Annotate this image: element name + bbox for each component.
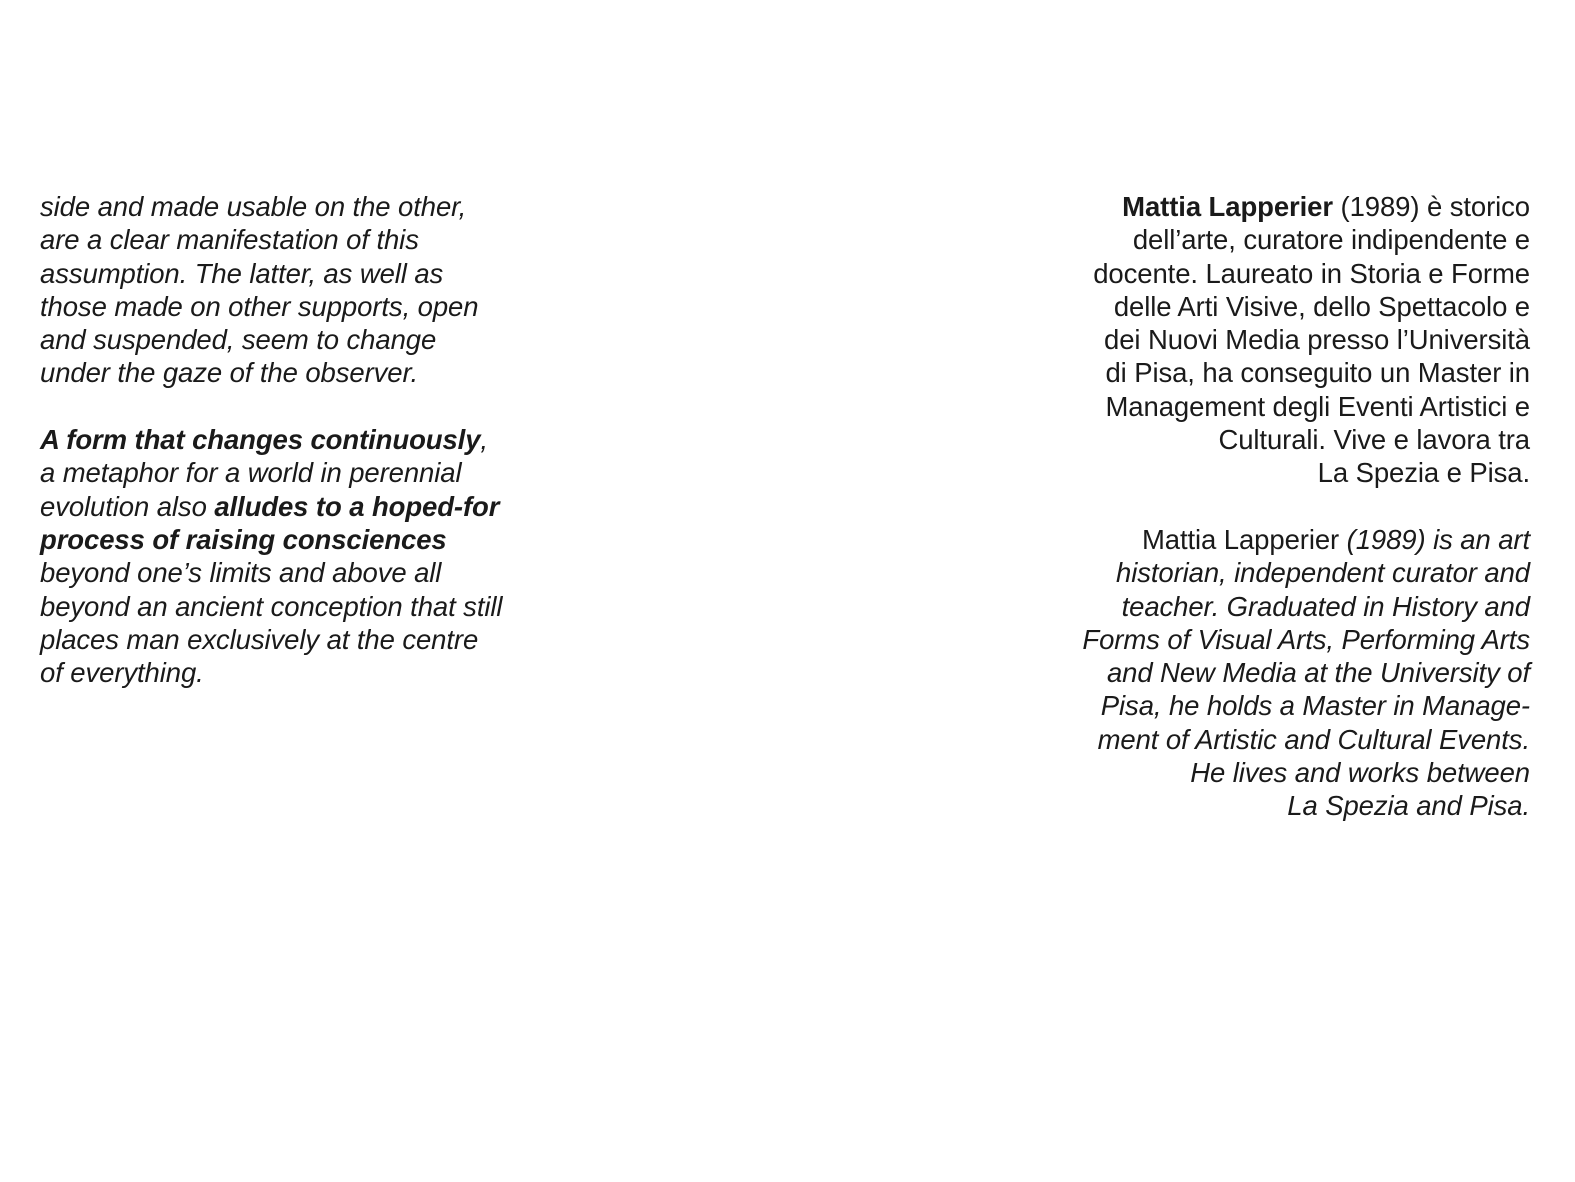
bold-phrase: A form that changes continuously	[40, 424, 481, 456]
paragraph-gap	[40, 390, 560, 423]
text-fragment: (1989) è storico	[1332, 191, 1530, 222]
text-line: those made on other supports, open	[40, 290, 479, 322]
text-line: beyond one’s limits and above all	[40, 557, 442, 589]
author-name: Mattia Lapperier	[1122, 191, 1333, 222]
essay-paragraph-1	[40, 190, 560, 390]
text-line	[40, 490, 560, 523]
bold-phrase: alludes to a hoped-for	[214, 490, 500, 522]
text-line: side and made usable on the other,	[40, 191, 467, 222]
text-line: dell’arte, curatore indipendente e	[1132, 224, 1530, 256]
text-line: historian, independent curator and	[1116, 557, 1530, 589]
text-line	[970, 190, 1530, 223]
text-line: La Spezia e Pisa.	[1317, 457, 1530, 489]
text-line: docente. Laureato in Storia e Forme	[1093, 257, 1530, 289]
text-fragment: (1989) is an art	[1339, 523, 1530, 555]
text-line: process of raising consciences	[40, 523, 447, 555]
text-line: places man exclusively at the centre	[40, 623, 479, 655]
essay-paragraph-2	[40, 423, 560, 689]
text-line: ment of Artistic and Cultural Events.	[1097, 723, 1530, 755]
english-essay-column	[40, 190, 560, 689]
text-line: are a clear manifestation of this	[40, 224, 419, 256]
text-line: Forms of Visual Arts, Performing Arts	[1082, 623, 1530, 655]
text-line: of everything.	[40, 657, 204, 689]
paragraph-gap	[970, 490, 1530, 523]
text-line: and suspended, seem to change	[40, 324, 437, 356]
text-line: and New Media at the University of	[1106, 657, 1530, 689]
bio-italian	[970, 190, 1530, 490]
text-line: dei Nuovi Media presso l’Università	[1104, 324, 1530, 356]
text-line: teacher. Graduated in History and	[1121, 590, 1530, 622]
text-line	[970, 523, 1530, 556]
text-line: assumption. The latter, as well as	[40, 257, 444, 289]
text-line: di Pisa, ha conseguito un Master in	[1105, 357, 1530, 389]
bio-english	[970, 523, 1530, 823]
text-line: La Spezia and Pisa.	[1287, 790, 1530, 822]
text-line: Management degli Eventi Artistici e	[1105, 390, 1530, 422]
text-line: delle Arti Visive, dello Spettacolo e	[1113, 290, 1530, 322]
text-line: under the gaze of the observer.	[40, 357, 419, 389]
text-fragment: evolution also	[40, 490, 215, 522]
text-line	[40, 423, 560, 456]
text-line: a metaphor for a world in perennial	[40, 457, 462, 489]
text-line: Culturali. Vive e lavora tra	[1218, 424, 1530, 456]
text-line: Pisa, he holds a Master in Manage-	[1100, 690, 1530, 722]
text-line: He lives and works between	[1190, 757, 1530, 789]
text-fragment: ,	[480, 424, 488, 456]
text-line: beyond an ancient conception that still	[40, 590, 503, 622]
author-name: Mattia Lapperier	[1141, 523, 1340, 555]
author-bio-column	[970, 190, 1530, 823]
